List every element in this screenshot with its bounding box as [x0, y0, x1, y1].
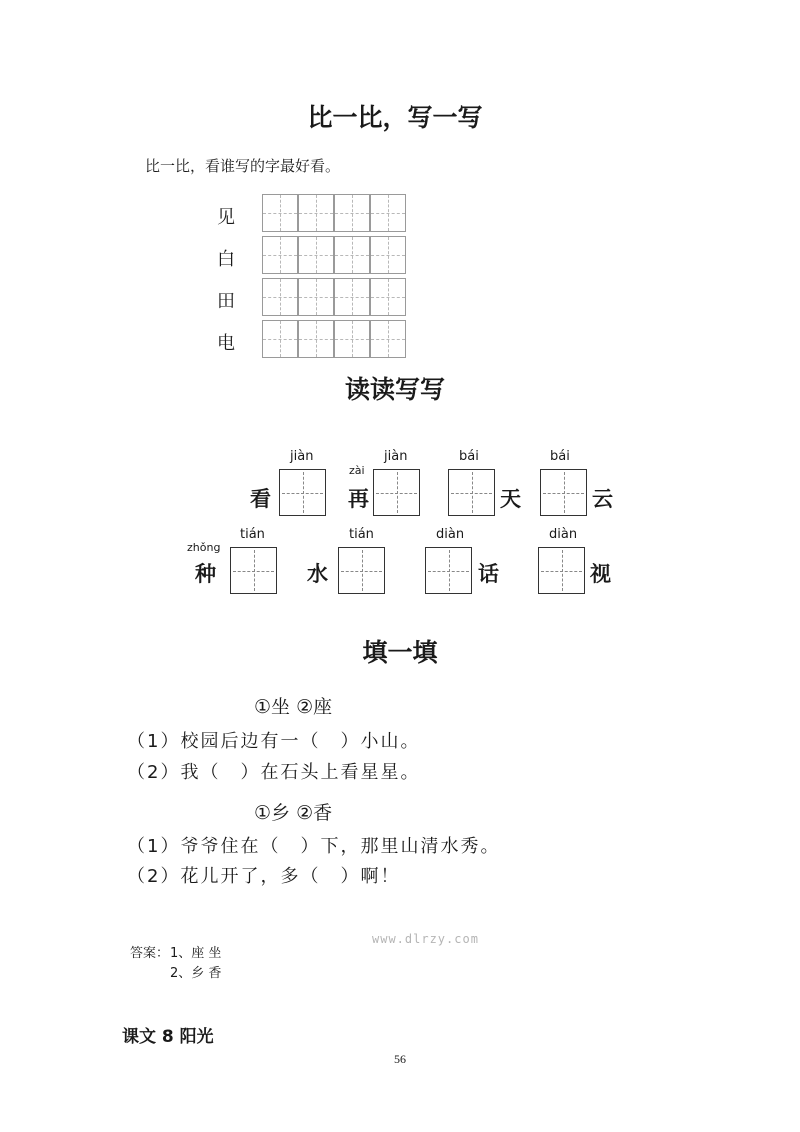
- word-char: 水: [307, 562, 328, 586]
- word-char: 再: [348, 487, 369, 511]
- word-char: 视: [590, 562, 611, 586]
- writing-cell[interactable]: [334, 236, 370, 274]
- writing-cell[interactable]: [298, 194, 334, 232]
- fill-sentence: （1）校园后边有一（ ）小山。: [127, 731, 421, 752]
- pinyin-label: tián: [240, 527, 265, 542]
- pinyin-label: diàn: [549, 527, 578, 542]
- answer-label: 答案：: [130, 946, 170, 961]
- next-lesson-title: 课文 8 阳光: [122, 1027, 214, 1047]
- writing-cell[interactable]: [262, 278, 298, 316]
- watermark-text: www.dlrzy.com: [372, 932, 479, 946]
- writing-cell[interactable]: [370, 320, 406, 358]
- writing-cell[interactable]: [370, 236, 406, 274]
- section-title-fill-in: 填一填: [362, 638, 438, 667]
- pinyin-label: jiàn: [384, 449, 408, 464]
- answer-line: 1、座 坐: [170, 946, 222, 961]
- writing-cell[interactable]: [262, 320, 298, 358]
- pinyin-label: bái: [459, 449, 479, 464]
- word-char: 天: [500, 487, 521, 511]
- grid-label-char: 见: [217, 207, 235, 228]
- answer-box[interactable]: [540, 469, 587, 516]
- writing-cell[interactable]: [262, 236, 298, 274]
- answer-line: 2、乡 香: [170, 966, 222, 981]
- char-pinyin-label: zhǒng: [187, 541, 221, 554]
- section-title-read-write: 读读写写: [344, 375, 445, 404]
- answer-box[interactable]: [338, 547, 385, 594]
- writing-cell[interactable]: [262, 194, 298, 232]
- pinyin-label: tián: [349, 527, 374, 542]
- fill-sentence: （2）我（ ）在石头上看星星。: [127, 762, 421, 783]
- writing-cell[interactable]: [334, 194, 370, 232]
- fill-sentence: （2）花儿开了，多（ ）啊！: [127, 866, 401, 887]
- word-char: 看: [250, 487, 271, 511]
- answer-box[interactable]: [279, 469, 326, 516]
- word-char: 话: [478, 562, 499, 586]
- grid-label-char: 田: [217, 291, 235, 312]
- grid-label-char: 白: [217, 249, 235, 270]
- writing-cell[interactable]: [370, 194, 406, 232]
- writing-cell[interactable]: [298, 278, 334, 316]
- fill-sentence: （1）爷爷住在（ ）下，那里山清水秀。: [127, 836, 501, 857]
- writing-cell[interactable]: [298, 320, 334, 358]
- pinyin-label: jiàn: [290, 449, 314, 464]
- answer-box[interactable]: [538, 547, 585, 594]
- instruction-text: 比一比，看谁写的字最好看。: [145, 157, 341, 175]
- page-number: 56: [394, 1052, 406, 1066]
- writing-cell[interactable]: [298, 236, 334, 274]
- char-pinyin-label: zài: [349, 464, 365, 477]
- pinyin-label: bái: [550, 449, 570, 464]
- writing-cell[interactable]: [370, 278, 406, 316]
- word-char: 种: [195, 562, 216, 586]
- option-choices: ①坐 ②座: [254, 696, 333, 718]
- option-choices: ①乡 ②香: [254, 802, 333, 824]
- section-title-compare-write: 比一比，写一写: [307, 103, 483, 132]
- writing-cell[interactable]: [334, 320, 370, 358]
- answer-box[interactable]: [373, 469, 420, 516]
- grid-label-char: 电: [217, 333, 235, 354]
- answer-box[interactable]: [448, 469, 495, 516]
- answer-box[interactable]: [230, 547, 277, 594]
- writing-cell[interactable]: [334, 278, 370, 316]
- word-char: 云: [592, 487, 613, 511]
- answer-box[interactable]: [425, 547, 472, 594]
- pinyin-label: diàn: [436, 527, 465, 542]
